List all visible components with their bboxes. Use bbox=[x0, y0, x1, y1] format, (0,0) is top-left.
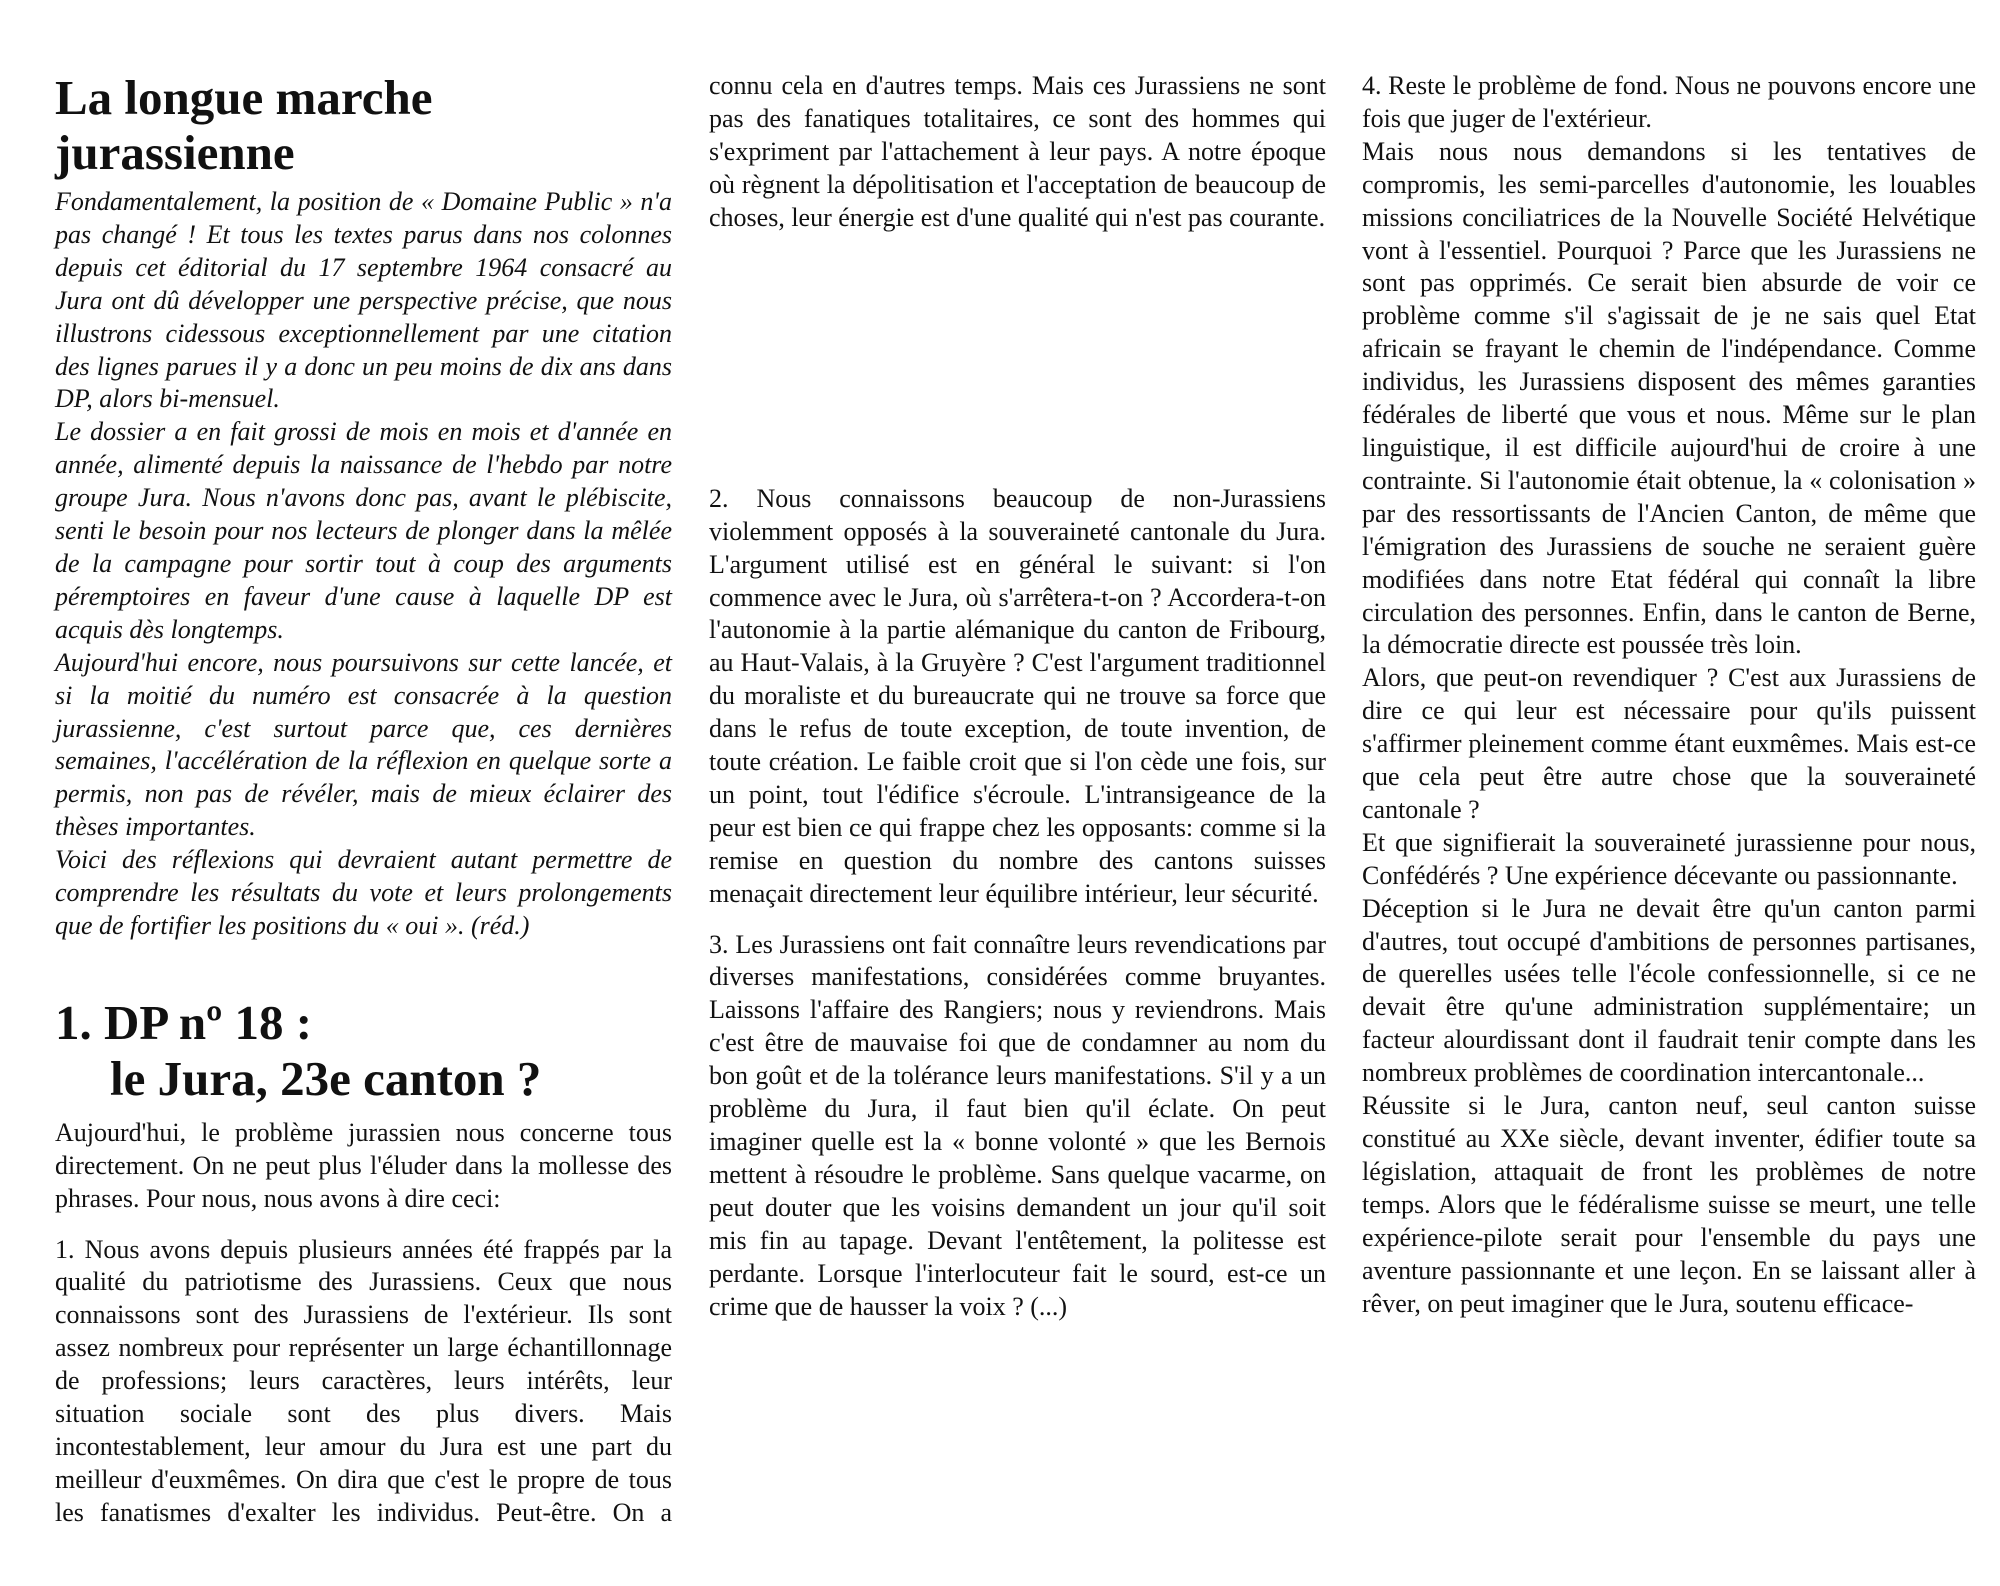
point-3-paragraph: 3. Les Jurassiens ont fait connaître leurs revendications par diverses manifestations, considérées comme bruyantes. Laissons l'affaire des Rangiers; nous y reviendrons. Mais c'est être de mauvaise foi que de condamner au nom du bon goût et de la tolérance leurs manifestations. S'il y a un problème du Jura, il faut bien qu'il éclate. On peut imaginer quelle est la « bonne volonté » que les Bernois mettent à résoudre le problème. Sans quelque vacarme, on peut douter que les voisins demandent un jour qu'il soit mis fin au tapage. Devant l'entêtement, la politesse est perdante. Lorsque l'interlocuteur fait le sourd, est-ce un crime que de hausser la voix ? (...) bbox=[709, 929, 1326, 1321]
point-1-continued bbox=[709, 70, 1326, 465]
section-intro: Aujourd'hui, le problème jurassien nous concerne tous directement. On ne peut plus l'éluder dans la mollesse des phrases. Pour nous, nous avons à dire ceci: bbox=[55, 1117, 672, 1213]
column-3 bbox=[1362, 70, 1976, 1320]
intro-paragraph: Fondamentalement, la position de « Domaine Public » n'a pas changé ! Et tous les textes parus dans nos colonnes depuis cet éditorial du 17 septembre 1964 consacré au Jura ont dû développer une perspective précise, que nous illustrons cidessous exceptionnellement par une citation des lignes parues il y a donc un peu moins de dix ans dans DP, alors bi-mensuel. bbox=[55, 187, 672, 414]
article-title-line-2: jurassienne bbox=[55, 125, 295, 180]
point-4-paragraph: Réussite si le Jura, canton neuf, seul canton suisse constitué au XXe siècle, devant inventer, édifier toute sa législation, attaquait de front les problèmes de notre temps. Alors que le fédéralisme suisse se meurt, une telle expérience-pilote serait pour l'ensemble du pays une aventure passionnante et une leçon. En se laissant aller à rêver, on peut imaginer que le Jura, soutenu efficace- bbox=[1362, 1091, 1976, 1318]
intro-paragraph: Aujourd'hui encore, nous poursuivons sur cette lancée, et si la moitié du numéro est consacrée à la question jurassienne, c'est surtout parce que, ces dernières semaines, l'accélération de la réflexion en quelque sorte a permis, non pas de révéler, mais de mieux éclairer des thèses importantes. bbox=[55, 647, 672, 842]
point-4-paragraph: Alors, que peut-on revendiquer ? C'est aux Jurassiens de dire ce qui leur est nécessaire pour qu'ils puissent s'affirmer pleinement comme étant euxmêmes. Mais est-ce que cela peut être autre chose que la souveraineté cantonale ? bbox=[1362, 663, 1976, 824]
section-title-line-1: 1. DP nº 18 : bbox=[55, 994, 313, 1050]
point-1-paragraph: 1. Nous avons depuis plusieurs années été frappés par la qualité du patriotisme des Jurassiens. Ceux que nous connaissons sont des Jurassiens de l'extérieur. Ils sont assez nombreux pour représenter un large échantillonnage de professions; leurs caractères, leurs intérêts, leur situation sociale sont des plus divers. Mais incontestablement, leur amour du Jura est une part du meilleur d'euxmêmes. On dira que c'est le propre de tous les fanatismes d'exalter les individus. Peut-être. On a bbox=[55, 1234, 672, 1527]
point-1-continued-text: connu cela en d'autres temps. Mais ces Jurassiens ne sont pas des fanatiques totalitaires, ce sont des hommes qui s'expriment par l'attachement à leur pays. A notre époque où règnent la dépolitisation et l'acceptation de beaucoup de choses, leur énergie est d'une qualité qui n'est pas courante. bbox=[709, 71, 1326, 232]
intro-paragraph: Voici des réflexions qui devraient autant permettre de comprendre les résultats du vote et leurs prolongements que de fortifier les positions du « oui ». (réd.) bbox=[55, 845, 672, 940]
point-4-paragraph: 4. Reste le problème de fond. Nous ne pouvons encore une fois que juger de l'extérieur. bbox=[1362, 71, 1976, 133]
column-1 bbox=[55, 70, 672, 1530]
section-title bbox=[55, 995, 672, 1107]
column-2 bbox=[709, 70, 1326, 1323]
editorial-intro bbox=[55, 186, 672, 943]
article-title bbox=[55, 70, 672, 180]
article-title-line-1: La longue marche bbox=[55, 70, 433, 125]
point-2-paragraph: 2. Nous connaissons beaucoup de non-Jurassiens violemment opposés à la souveraineté cantonale du Jura. L'argument utilisé est en général le suivant: si l'on commence avec le Jura, où s'arrêtera-t-on ? Accordera-t-on l'autonomie à la partie alémanique du canton de Fribourg, au Haut-Valais, à la Gruyère ? C'est l'argument traditionnel du moraliste et du bureaucrate qui ne trouve sa force que dans le refus de toute exception, de toute invention, de toute création. Le faible croit que si l'on cède une fois, sur un point, tout l'édifice s'écroule. L'intransigeance de la peur est bien ce qui frappe chez les opposants: comme si la remise en question du nombre des cantons suisses menaçait directement leur équilibre intérieur, leur sécurité. bbox=[709, 483, 1326, 908]
point-4-paragraph: Et que signifierait la souveraineté jurassienne pour nous, Confédérés ? Une expérience décevante ou passionnante. bbox=[1362, 827, 1976, 890]
point-4-paragraph: Mais nous nous demandons si les tentatives de compromis, les semi-parcelles d'autonomie, les louables missions conciliatrices de la Nouvelle Société Helvétique vont à l'essentiel. Pourquoi ? Parce que les Jurassiens ne sont pas opprimés. Ce serait bien absurde de voir ce problème comme s'il s'agissait de je ne sais quel Etat africain se frayant le chemin de l'indépendance. Comme individus, les Jurassiens disposent des mêmes garanties fédérales de liberté que vous et nous. Même sur le plan linguistique, il est difficile aujourd'hui de croire à une contrainte. Si l'autonomie était obtenue, la « colonisation » par des ressortissants de l'Ancien Canton, de même que l'émigration des Jurassiens de souche ne seraient guère modifiées dans notre Etat fédéral qui connaît la libre circulation des personnes. Enfin, dans le canton de Berne, la démocratie directe est poussée très loin. bbox=[1362, 136, 1976, 660]
section-title-line-2: le Jura, 23e canton ? bbox=[110, 1050, 542, 1106]
point-4-paragraph: Déception si le Jura ne devait être qu'un canton parmi d'autres, tout occupé d'ambitions de personnes partisanes, de querelles usées telle l'école confessionnelle, si ce ne devait être qu'une administration supplémentaire; un facteur alourdissant dont il faudrait tenir compte dans les nombreux problèmes de coordination intercantonale... bbox=[1362, 893, 1976, 1088]
intro-paragraph: Le dossier a en fait grossi de mois en mois et d'année en année, alimenté depuis la naissance de l'hebdo par notre groupe Jura. Nous n'avons donc pas, avant le plébiscite, senti le besoin pour nos lecteurs de plonger dans la mêlée de la campagne pour sortir tout à coup des arguments péremptoires en faveur d'une cause à laquelle DP est acquis dès longtemps. bbox=[55, 417, 672, 644]
